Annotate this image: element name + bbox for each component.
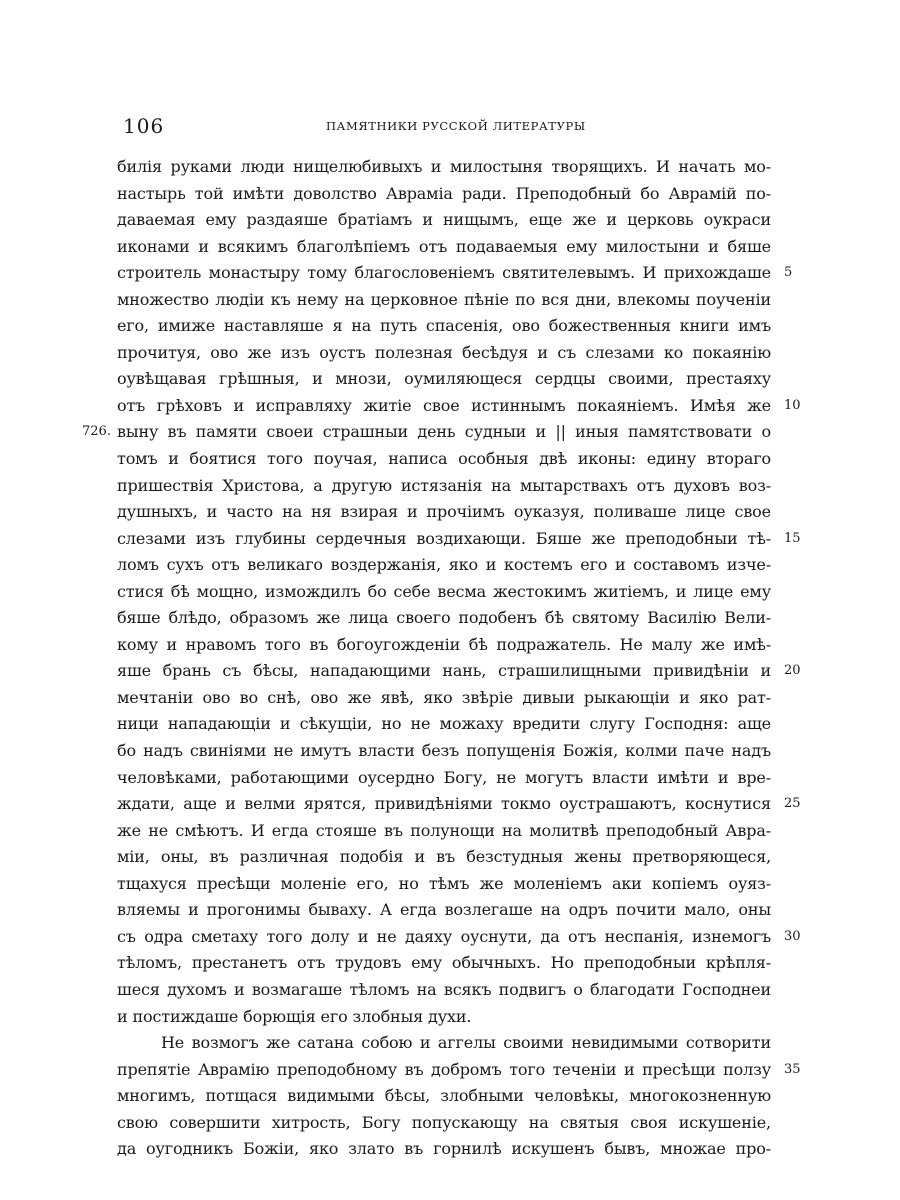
text-line [0,1057,900,1084]
line-text: съ одра сметаху того долу и не даяху оуснути, да отъ неспанія, изнемогъ [117,926,771,946]
line-text: вляемы и прогонимы бываху. А егда возлегаше на одръ почити мало, оны [117,900,771,920]
text-line [0,977,900,1004]
line-number: 15 [784,530,801,546]
line-text: бяше блѣдо, образомъ же лица своего подобенъ бѣ святому Василію Вели- [117,608,771,628]
text-line [0,791,900,818]
line-text: препятіе Аврамію преподобному въ добромъ того теченіи и пресѣщи ползу [117,1059,771,1079]
line-text: множество людіи къ нему на церковное пѣніе по вся дни, влекомы поученіи [117,289,771,309]
text-line [0,287,900,314]
text-line [0,950,900,977]
text-line [0,1136,900,1163]
line-text: даваемая ему раздаяше братіамъ и нищымъ, еще же и церковь оукраси [117,210,771,230]
line-text: прочитуя, ово же изъ оустъ полезная бесѣдуя и съ слезами ко покаянію [117,342,771,362]
text-line [0,340,900,367]
line-text: да оугодникъ Божіи, яко злато въ горнилѣ искушенъ бывъ, множае про- [117,1139,771,1159]
text-line [0,207,900,234]
line-text: иконами и всякимъ благолѣпіемъ отъ подаваемыя ему милостыни и бяше [117,236,771,256]
line-text: и постиждаше борющія его злобныя духи. [117,1006,472,1026]
line-text: пришествія Христова, а другую истязанія на мытарствахъ отъ духовъ воз- [117,475,771,495]
line-text: Не возмогъ же сатана собою и аггелы своими невидимыми сотворити [161,1033,771,1053]
running-title: ПАМЯТНИКИ РУССКОЙ ЛИТЕРАТУРЫ [326,119,586,133]
text-line [0,313,900,340]
text-line [0,579,900,606]
page-number: 106 [123,114,165,138]
line-text: ломъ сухъ отъ великаго воздержанія, яко и костемъ его и составомъ изче- [117,555,771,575]
line-number: 10 [784,397,801,413]
line-text: слезами изъ глубины сердечныя воздихающи. Бяше же преподобныи тѣ- [117,528,771,548]
line-text: билія руками люди нищелюбивыхъ и милостыня творящихъ. И начать мо- [117,157,771,176]
text-line [0,154,900,181]
line-number: 20 [784,663,801,679]
line-text: настырь той имѣти доволство Авраміа ради. Преподобный бо Аврамій по- [117,183,771,203]
text-line [0,552,900,579]
line-text: выну въ памяти своеи страшныи день судныи и || иныя памятствовати о [117,422,771,442]
folio-marker: 726. [82,424,111,440]
text-line [0,1083,900,1110]
line-text: тщахуся пресѣщи моленіе его, но тѣмъ же моленіемъ аки копіемъ оуяз- [117,873,771,893]
line-number: 5 [784,265,793,281]
text-line [0,738,900,765]
line-text: яше брань съ бѣсы, нападающими нань, страшилищными привидѣніи и [117,661,771,681]
text-line [0,446,900,473]
line-number: 25 [784,796,801,812]
line-text: человѣками, работающими оусердно Богу, не могутъ власти имѣти и вре- [117,767,771,787]
line-number: 35 [784,1061,801,1077]
text-line [0,844,900,871]
line-text: оувѣщавая грѣшныя, и мнози, оумиляющеся сердцы своими, престаяху [117,369,771,389]
line-text: его, имиже наставляше я на путь спасенія, ово божественныя книги имъ [117,316,771,336]
line-text: свою совершити хитрость, Богу попускающу на святыя своя искушеніе, [117,1112,771,1132]
text-line [0,260,900,287]
text-line [0,181,900,208]
text-line [0,1004,900,1031]
text-line [0,499,900,526]
line-text: мечтаніи ово во снѣ, ово же явѣ, яко звѣріе дивыи рыкающіи и яко рат- [117,687,771,707]
text-line [0,526,900,553]
line-text: міи, оны, въ различная подобія и въ безстудныя жены претворяющеся, [117,847,771,867]
body-text [0,154,900,1163]
text-line [0,658,900,685]
text-line [0,897,900,924]
text-line [0,924,900,951]
line-text: строитель монастыру тому благословеніемъ святителевымъ. И прихождаше [117,263,771,283]
text-line [0,871,900,898]
line-text: же не смѣютъ. И егда стояше въ полунощи на молитвѣ преподобный Авра- [117,820,771,840]
text-line [0,1030,900,1057]
text-line [0,632,900,659]
line-text: кому и нравомъ того въ богоугожденіи бѣ подражатель. Не малу же имѣ- [117,634,771,654]
page-header [0,114,900,140]
text-line [0,366,900,393]
text-line [0,234,900,261]
line-text: стися бѣ мощно, измождилъ бо себе весма жестокимъ житіемъ, и лице ему [117,581,771,601]
line-text: многимъ, потщася видимыми бѣсы, злобными человѣкы, многокозненную [117,1086,771,1106]
text-line [0,711,900,738]
text-line [0,1110,900,1137]
line-number: 30 [784,928,801,944]
line-text: бо надъ свиніями не имутъ власти безъ попущенія Божія, колми паче надъ [117,741,771,761]
line-text: ждати, аще и велми ярятся, привидѣніями токмо оустрашаютъ, коснутися [117,794,771,814]
line-text: тѣломъ, престанетъ отъ трудовъ ему обычныхъ. Но преподобныи крѣпля- [117,953,771,973]
text-line [0,765,900,792]
text-line [0,419,900,446]
text-line [0,685,900,712]
text-line [0,393,900,420]
line-text: томъ и боятися того поучая, написа особныя двѣ иконы: едину втораго [117,449,771,469]
text-line [0,473,900,500]
line-text: шеся духомъ и возмагаше тѣломъ на всякъ подвигъ о благодати Господнеи [117,979,771,999]
text-line [0,605,900,632]
line-text: душныхъ, и часто на ня взирая и прочіимъ оуказуя, поливаше лице свое [117,502,771,522]
line-text: ници нападающіи и сѣкущіи, но не можаху вредити слугу Господня: аще [117,714,771,734]
text-line [0,818,900,845]
line-text: отъ грѣховъ и исправляху житіе свое истиннымъ покаяніемъ. Имѣя же [117,395,771,415]
